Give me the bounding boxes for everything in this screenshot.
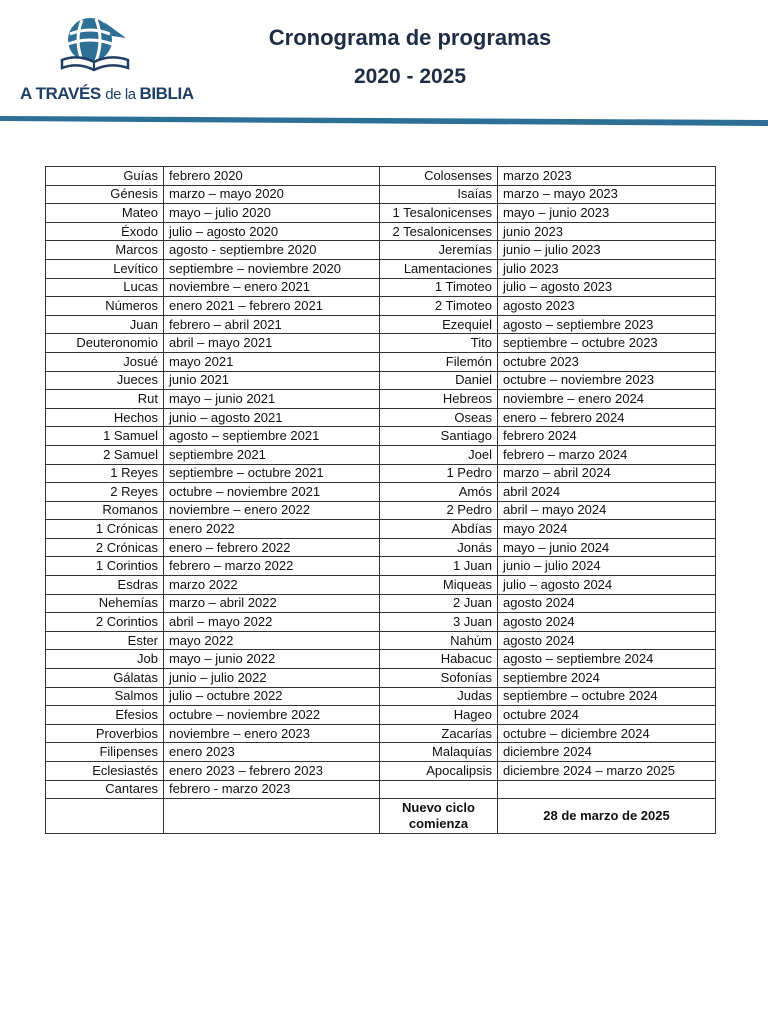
- book-cell: Éxodo: [46, 222, 164, 241]
- table-row: [46, 557, 716, 576]
- book-cell: Josué: [46, 352, 164, 371]
- date-cell: enero – febrero 2024: [498, 408, 716, 427]
- date-cell: enero 2023 – febrero 2023: [164, 762, 380, 781]
- date-cell: agosto – septiembre 2021: [164, 427, 380, 446]
- book-cell: Isaías: [380, 185, 498, 204]
- date-cell: octubre – noviembre 2023: [498, 371, 716, 390]
- date-cell: octubre 2024: [498, 706, 716, 725]
- book-cell: Apocalipsis: [380, 762, 498, 781]
- date-cell: febrero 2024: [498, 427, 716, 446]
- book-cell: Santiago: [380, 427, 498, 446]
- book-cell: Gálatas: [46, 669, 164, 688]
- date-cell: agosto - septiembre 2020: [164, 241, 380, 260]
- book-cell: Nehemías: [46, 594, 164, 613]
- date-cell: agosto 2024: [498, 594, 716, 613]
- date-cell: abril – mayo 2024: [498, 501, 716, 520]
- book-cell: Efesios: [46, 706, 164, 725]
- book-cell: Deuteronomio: [46, 334, 164, 353]
- date-cell: septiembre 2021: [164, 445, 380, 464]
- book-cell: [380, 780, 498, 799]
- date-cell: enero 2023: [164, 743, 380, 762]
- date-cell: julio 2023: [498, 259, 716, 278]
- date-cell: diciembre 2024: [498, 743, 716, 762]
- table-row: [46, 371, 716, 390]
- book-cell: 2 Timoteo: [380, 297, 498, 316]
- final-row: [46, 799, 716, 834]
- date-cell: junio 2021: [164, 371, 380, 390]
- book-cell: 1 Crónicas: [46, 520, 164, 539]
- date-cell: mayo – julio 2020: [164, 204, 380, 223]
- globe-bible-icon: [56, 14, 136, 82]
- table-row: [46, 315, 716, 334]
- book-cell: 1 Corintios: [46, 557, 164, 576]
- book-cell: Ezequiel: [380, 315, 498, 334]
- date-cell: mayo – junio 2021: [164, 390, 380, 409]
- table-row: [46, 352, 716, 371]
- book-cell: Cantares: [46, 780, 164, 799]
- date-cell: mayo – junio 2023: [498, 204, 716, 223]
- date-cell: octubre – noviembre 2021: [164, 483, 380, 502]
- book-cell: Miqueas: [380, 576, 498, 595]
- table-row: [46, 167, 716, 186]
- date-cell: agosto 2024: [498, 631, 716, 650]
- book-cell: Hebreos: [380, 390, 498, 409]
- table-row: [46, 780, 716, 799]
- date-cell: junio – julio 2022: [164, 669, 380, 688]
- book-cell: Colosenses: [380, 167, 498, 186]
- table-row: [46, 594, 716, 613]
- schedule-table: [45, 166, 716, 834]
- date-cell: mayo 2022: [164, 631, 380, 650]
- date-cell: marzo – mayo 2020: [164, 185, 380, 204]
- date-cell: marzo – mayo 2023: [498, 185, 716, 204]
- date-cell: septiembre – octubre 2021: [164, 464, 380, 483]
- book-cell: Eclesiastés: [46, 762, 164, 781]
- table-row: [46, 687, 716, 706]
- book-cell: 2 Reyes: [46, 483, 164, 502]
- date-cell: febrero 2020: [164, 167, 380, 186]
- date-cell: abril – mayo 2021: [164, 334, 380, 353]
- date-cell: diciembre 2024 – marzo 2025: [498, 762, 716, 781]
- book-cell: 1 Juan: [380, 557, 498, 576]
- table-row: [46, 762, 716, 781]
- date-cell: julio – agosto 2023: [498, 278, 716, 297]
- book-cell: Tito: [380, 334, 498, 353]
- book-cell: Guías: [46, 167, 164, 186]
- book-cell: Filemón: [380, 352, 498, 371]
- book-cell: Habacuc: [380, 650, 498, 669]
- date-cell: febrero – abril 2021: [164, 315, 380, 334]
- empty-cell: [46, 799, 164, 834]
- book-cell: Génesis: [46, 185, 164, 204]
- date-cell: marzo – abril 2024: [498, 464, 716, 483]
- logo-text: A TRAVÉS de la BIBLIA: [20, 84, 194, 103]
- empty-cell: [164, 799, 380, 834]
- table-row: [46, 241, 716, 260]
- new-cycle-label: Nuevo ciclo comienza: [380, 799, 498, 834]
- book-cell: Malaquías: [380, 743, 498, 762]
- date-cell: septiembre – octubre 2024: [498, 687, 716, 706]
- date-cell: agosto – septiembre 2023: [498, 315, 716, 334]
- book-cell: Romanos: [46, 501, 164, 520]
- table-row: [46, 445, 716, 464]
- book-cell: 1 Reyes: [46, 464, 164, 483]
- book-cell: 2 Pedro: [380, 501, 498, 520]
- book-cell: Proverbios: [46, 724, 164, 743]
- book-cell: 1 Tesalonicenses: [380, 204, 498, 223]
- book-cell: Rut: [46, 390, 164, 409]
- header-divider: [0, 114, 768, 126]
- book-cell: Números: [46, 297, 164, 316]
- table-row: [46, 259, 716, 278]
- date-cell: abril – mayo 2022: [164, 613, 380, 632]
- table-row: [46, 408, 716, 427]
- book-cell: Jeremías: [380, 241, 498, 260]
- table-row: [46, 520, 716, 539]
- table-row: [46, 278, 716, 297]
- date-cell: marzo 2022: [164, 576, 380, 595]
- table-row: [46, 576, 716, 595]
- table-row: [46, 185, 716, 204]
- book-cell: Mateo: [46, 204, 164, 223]
- book-cell: Juan: [46, 315, 164, 334]
- book-cell: Jueces: [46, 371, 164, 390]
- book-cell: 2 Juan: [380, 594, 498, 613]
- date-cell: abril 2024: [498, 483, 716, 502]
- date-cell: septiembre – noviembre 2020: [164, 259, 380, 278]
- new-cycle-date: 28 de marzo de 2025: [498, 799, 716, 834]
- book-cell: 1 Samuel: [46, 427, 164, 446]
- page-title: Cronograma de programas: [268, 25, 552, 50]
- book-cell: Hechos: [46, 408, 164, 427]
- book-cell: Lucas: [46, 278, 164, 297]
- date-cell: febrero – marzo 2024: [498, 445, 716, 464]
- date-cell: enero – febrero 2022: [164, 538, 380, 557]
- book-cell: Levítico: [46, 259, 164, 278]
- book-cell: Abdías: [380, 520, 498, 539]
- book-cell: 2 Samuel: [46, 445, 164, 464]
- book-cell: Job: [46, 650, 164, 669]
- table-row: [46, 483, 716, 502]
- date-cell: septiembre – octubre 2023: [498, 334, 716, 353]
- table-row: [46, 390, 716, 409]
- book-cell: Sofonías: [380, 669, 498, 688]
- date-cell: noviembre – enero 2024: [498, 390, 716, 409]
- book-cell: 2 Crónicas: [46, 538, 164, 557]
- date-cell: junio 2023: [498, 222, 716, 241]
- date-cell: junio – agosto 2021: [164, 408, 380, 427]
- date-cell: [498, 780, 716, 799]
- date-cell: mayo – junio 2024: [498, 538, 716, 557]
- date-cell: septiembre 2024: [498, 669, 716, 688]
- book-cell: Daniel: [380, 371, 498, 390]
- date-cell: noviembre – enero 2023: [164, 724, 380, 743]
- book-cell: Oseas: [380, 408, 498, 427]
- title-block: [240, 22, 580, 92]
- table-row: [46, 743, 716, 762]
- table-row: [46, 724, 716, 743]
- date-cell: octubre 2023: [498, 352, 716, 371]
- page-years: 2020 - 2025: [353, 65, 467, 88]
- date-cell: febrero – marzo 2022: [164, 557, 380, 576]
- table-row: [46, 669, 716, 688]
- table-row: [46, 204, 716, 223]
- date-cell: enero 2022: [164, 520, 380, 539]
- book-cell: Lamentaciones: [380, 259, 498, 278]
- date-cell: mayo 2021: [164, 352, 380, 371]
- book-cell: Salmos: [46, 687, 164, 706]
- date-cell: marzo 2023: [498, 167, 716, 186]
- date-cell: noviembre – enero 2022: [164, 501, 380, 520]
- book-cell: 2 Corintios: [46, 613, 164, 632]
- date-cell: junio – julio 2023: [498, 241, 716, 260]
- date-cell: enero 2021 – febrero 2021: [164, 297, 380, 316]
- date-cell: noviembre – enero 2021: [164, 278, 380, 297]
- book-cell: Hageo: [380, 706, 498, 725]
- logo: [18, 14, 194, 106]
- table-row: [46, 297, 716, 316]
- book-cell: Ester: [46, 631, 164, 650]
- book-cell: Esdras: [46, 576, 164, 595]
- table-row: [46, 222, 716, 241]
- book-cell: 3 Juan: [380, 613, 498, 632]
- date-cell: agosto 2024: [498, 613, 716, 632]
- date-cell: octubre – noviembre 2022: [164, 706, 380, 725]
- book-cell: Nahúm: [380, 631, 498, 650]
- date-cell: mayo 2024: [498, 520, 716, 539]
- date-cell: julio – agosto 2020: [164, 222, 380, 241]
- table-row: [46, 464, 716, 483]
- book-cell: Jonás: [380, 538, 498, 557]
- date-cell: junio – julio 2024: [498, 557, 716, 576]
- book-cell: 1 Timoteo: [380, 278, 498, 297]
- book-cell: 1 Pedro: [380, 464, 498, 483]
- book-cell: Joel: [380, 445, 498, 464]
- table-row: [46, 706, 716, 725]
- date-cell: marzo – abril 2022: [164, 594, 380, 613]
- table-row: [46, 334, 716, 353]
- table-row: [46, 631, 716, 650]
- table-row: [46, 538, 716, 557]
- date-cell: mayo – junio 2022: [164, 650, 380, 669]
- table-row: [46, 501, 716, 520]
- book-cell: Amós: [380, 483, 498, 502]
- book-cell: Marcos: [46, 241, 164, 260]
- table-row: [46, 650, 716, 669]
- date-cell: octubre – diciembre 2024: [498, 724, 716, 743]
- book-cell: Zacarías: [380, 724, 498, 743]
- date-cell: febrero - marzo 2023: [164, 780, 380, 799]
- book-cell: 2 Tesalonicenses: [380, 222, 498, 241]
- table-row: [46, 427, 716, 446]
- book-cell: Filipenses: [46, 743, 164, 762]
- date-cell: agosto – septiembre 2024: [498, 650, 716, 669]
- table-row: [46, 613, 716, 632]
- date-cell: agosto 2023: [498, 297, 716, 316]
- book-cell: Judas: [380, 687, 498, 706]
- date-cell: julio – octubre 2022: [164, 687, 380, 706]
- date-cell: julio – agosto 2024: [498, 576, 716, 595]
